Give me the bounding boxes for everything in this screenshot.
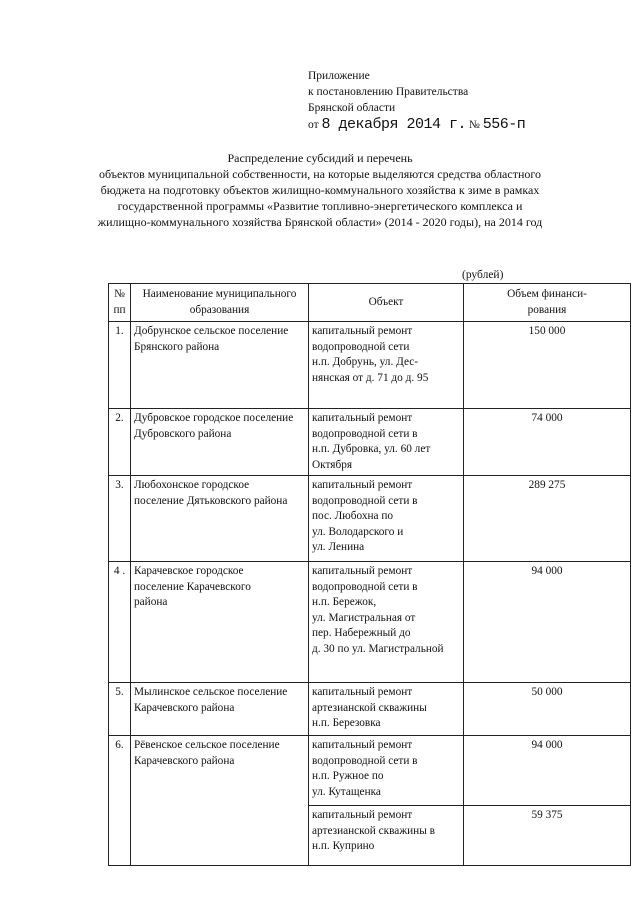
row-object: капитальный ремонт водопроводной сети в н.п. Бережок, ул. Магистральная от пер. Набережный до д. 30 по ул. Магистральной <box>309 562 464 683</box>
row-amount: 74 000 <box>464 409 631 476</box>
date-prefix: от <box>308 119 319 131</box>
subsidy-table <box>108 283 631 866</box>
table-row <box>109 476 631 562</box>
appendix-region: Брянской области <box>308 102 396 114</box>
title-line-5: жилищно-коммунального хозяйства Брянской области» (2014 - 2020 годы), на 2014 год <box>97 215 543 229</box>
row-object: капитальный ремонт водопроводной сети в н.п. Дубровка, ул. 60 лет Октября <box>309 409 464 476</box>
row-object: капитальный ремонт артезианской скважины в н.п. Куприно <box>309 806 464 866</box>
row-name: Мылинское сельское поселение Карачевского района <box>131 683 309 736</box>
row-name: Любохонское городское поселение Дятьковского района <box>131 476 309 562</box>
table-row <box>109 562 631 683</box>
appendix-label: Приложение <box>308 70 370 82</box>
title-line-4: государственной программы «Развитие топливно-энергетического комплекса и <box>117 199 523 213</box>
document-title <box>60 150 580 230</box>
row-num: 5. <box>109 683 131 736</box>
row-num: 4 . <box>109 562 131 683</box>
row-amount: 289 275 <box>464 476 631 562</box>
header-amount: Объем финанси- рования <box>464 284 631 322</box>
appendix-date-line <box>308 117 525 133</box>
row-name: Добрунское сельское поселение Брянского района <box>131 322 309 409</box>
title-line-1: Распределение субсидий и перечень <box>227 151 413 165</box>
number-prefix: № <box>468 119 480 131</box>
row-amount: 50 000 <box>464 683 631 736</box>
row-object: капитальный ремонт водопроводной сети в пос. Любохна по ул. Володарского и ул. Ленина <box>309 476 464 562</box>
table-row <box>109 736 631 806</box>
unit-label: (рублей) <box>462 269 504 281</box>
row-name: Дубровское городское поселение Дубровского района <box>131 409 309 476</box>
row-num: 3. <box>109 476 131 562</box>
header-name: Наименование муниципального образования <box>131 284 309 322</box>
appendix-block <box>308 68 525 133</box>
table-header-row <box>109 284 631 322</box>
row-object: капитальный ремонт водопроводной сети н.п. Добрунь, ул. Дес- нянская от д. 71 до д. 95 <box>309 322 464 409</box>
row-num: 6. <box>109 736 131 866</box>
row-amount: 150 000 <box>464 322 631 409</box>
table-row <box>109 409 631 476</box>
table-row <box>109 322 631 409</box>
table-row <box>109 683 631 736</box>
row-amount: 94 000 <box>464 562 631 683</box>
appendix-resolution: к постановлению Правительства <box>308 86 469 98</box>
header-object: Объект <box>309 284 464 322</box>
row-num: 1. <box>109 322 131 409</box>
header-num: № пп <box>109 284 131 322</box>
row-num: 2. <box>109 409 131 476</box>
row-object: капитальный ремонт водопроводной сети в н.п. Ружное по ул. Кутащенка <box>309 736 464 806</box>
date-value: 8 декабря 2014 г. <box>321 116 467 133</box>
row-name: Карачевское городское поселение Карачевского района <box>131 562 309 683</box>
row-amount: 59 375 <box>464 806 631 866</box>
number-value: 556-п <box>482 116 526 133</box>
row-name: Рёвенское сельское поселение Карачевского района <box>131 736 309 866</box>
row-amount: 94 000 <box>464 736 631 806</box>
title-line-2: объектов муниципальной собственности, на которые выделяются средства областного <box>99 167 541 181</box>
title-line-3: бюджета на подготовку объектов жилищно-коммунального хозяйства к зиме в рамках <box>100 183 540 197</box>
row-object: капитальный ремонт артезианской скважины н.п. Березовка <box>309 683 464 736</box>
